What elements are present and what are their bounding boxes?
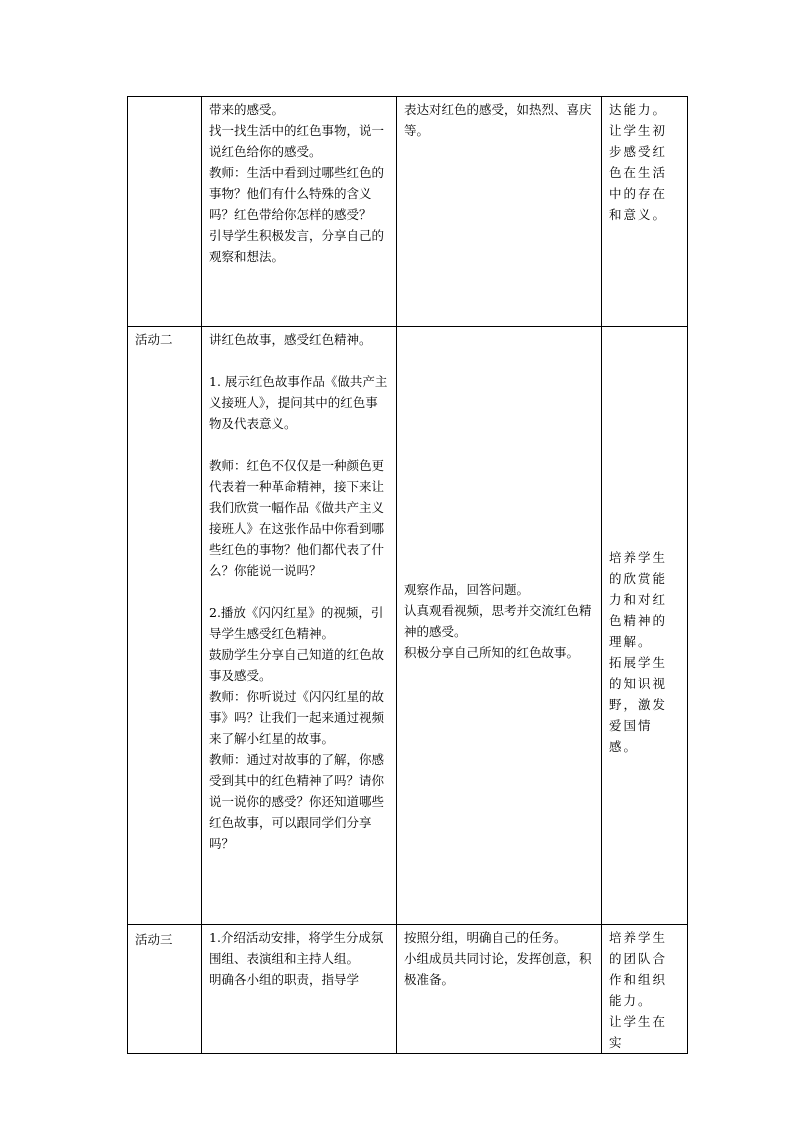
student-line: 观察作品，回答问题。: [404, 582, 530, 597]
teaching-process-cell: [202, 97, 397, 327]
intent-line: 拓展学生的知识视野，激发爱国情感。: [609, 655, 668, 754]
teaching-process-cell: [202, 327, 397, 925]
student-activity-cell: [397, 97, 602, 327]
student-line: 积极分享自己所知的红色故事。: [404, 645, 580, 660]
process-line: 1.介绍活动安排，将学生分成氛围组、表演组和主持人组。: [209, 930, 384, 966]
process-line: 教师：红色不仅仅是一种颜色更代表着一种革命精神，接下来让我们欣赏一幅作品《做共产主义接班人》在这张作品中你看到哪些红色的事物？他们都代表了什么？你能说一说吗？: [209, 458, 385, 578]
activity-label: [128, 97, 202, 327]
design-intent-cell: [602, 925, 688, 1054]
process-line: 教师：你听说过《闪闪红星的故事》吗？让我们一起来通过视频来了解小红星的故事。: [209, 689, 385, 746]
intent-line: 培养学生的欣赏能力和对红色精神的理解。: [609, 550, 668, 649]
process-line: 找一找生活中的红色事物，说一说红色给你的感受。: [209, 123, 385, 159]
student-line: 认真观看视频，思考并交流红色精神的感受。: [404, 603, 592, 639]
process-line: 带来的感受。: [209, 102, 285, 117]
design-intent-cell: [602, 327, 688, 925]
lesson-plan-table: [127, 96, 688, 1054]
intent-line: 让学生初步感受红色在生活中的存在和意义。: [609, 123, 668, 222]
intent-line: 达能力。: [609, 102, 668, 117]
activity-label: 活动二: [128, 327, 202, 925]
process-line: 明确各小组的职责，指导学: [209, 972, 360, 987]
intent-line: 让学生在实: [609, 1014, 668, 1050]
process-line: 引导学生积极发言，分享自己的观察和想法。: [209, 228, 385, 264]
student-line: 表达对红色的感受，如热烈、喜庆等。: [404, 102, 592, 138]
student-activity-cell: [397, 327, 602, 925]
table-row: [128, 925, 688, 1054]
process-line: 教师：通过对故事的了解，你感受到其中的红色精神了吗？请你说一说你的感受？你还知道哪些红色故事，可以跟同学们分享吗？: [209, 752, 385, 851]
teaching-process-cell: [202, 925, 397, 1054]
student-line: 小组成员共同讨论，发挥创意，积极准备。: [404, 951, 592, 987]
process-line: 讲红色故事，感受红色精神。: [209, 332, 372, 347]
table-row: [128, 97, 688, 327]
activity-label: 活动三: [128, 925, 202, 1054]
student-line: 按照分组，明确自己的任务。: [404, 930, 567, 945]
process-line: 2.播放《闪闪红星》的视频，引导学生感受红色精神。: [209, 605, 384, 641]
process-line: 鼓励学生分享自己知道的红色故事及感受。: [209, 647, 385, 683]
process-line: 1. 展示红色故事作品《做共产主义接班人》，提问其中的红色事物及代表意义。: [209, 374, 388, 431]
intent-line: 培养学生的团队合作和组织能力。: [609, 930, 668, 1008]
design-intent-cell: [602, 97, 688, 327]
table-row: [128, 327, 688, 925]
student-activity-cell: [397, 925, 602, 1054]
process-line: 教师：生活中看到过哪些红色的事物？他们有什么特殊的含义吗？红色带给你怎样的感受？: [209, 165, 385, 222]
